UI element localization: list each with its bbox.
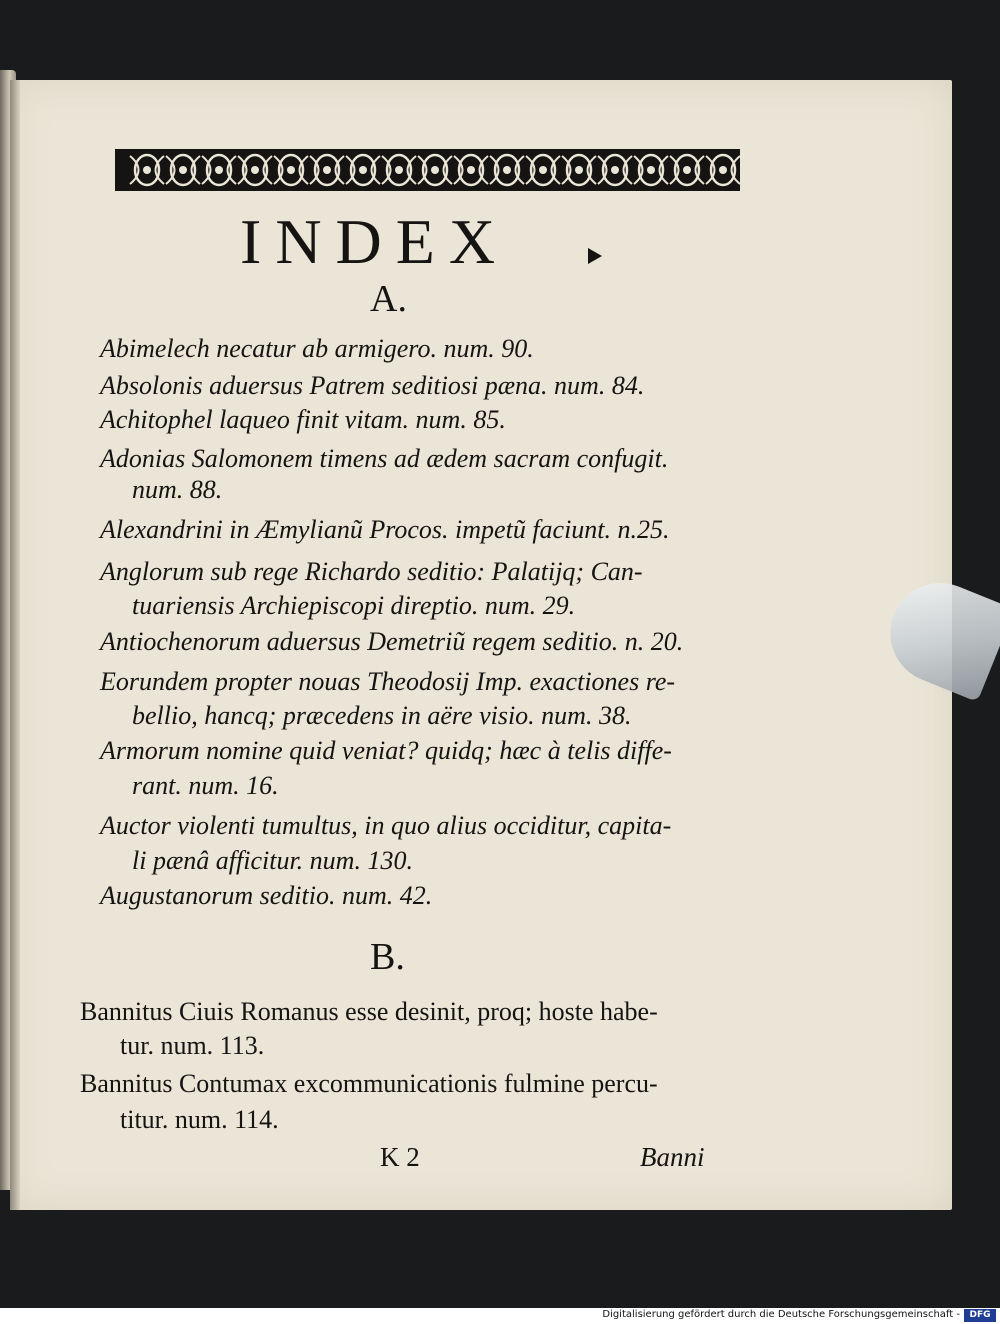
index-line: Achitophel laqueo finit vitam. num. 85. <box>100 405 506 434</box>
index-line: Alexandrini in Æmylianũ Procos. impetũ faciunt. n.25. <box>100 515 670 544</box>
page-gutter <box>10 80 20 1210</box>
index-line: bellio, hancq; præcedens in aëre visio. num. 38. <box>132 701 632 730</box>
index-line: Auctor violenti tumultus, in quo alius occiditur, capita- <box>100 811 672 840</box>
index-line: Bannitus Ciuis Romanus esse desinit, proq; hoste habe- <box>80 997 658 1026</box>
index-line: Abimelech necatur ab armigero. num. 90. <box>100 334 534 363</box>
index-line: Adonias Salomonem timens ad ædem sacram confugit. <box>100 444 669 473</box>
index-line: tuariensis Archiepiscopi direptio. num. 29. <box>132 591 576 620</box>
index-line: num. 88. <box>132 475 223 504</box>
section-letter-b: B. <box>370 936 405 978</box>
section-letter-a: A. <box>370 278 407 320</box>
index-line: Eorundem propter nouas Theodosij Imp. exactiones re- <box>100 667 676 696</box>
printer-ornament-band-icon <box>115 146 740 194</box>
signature-mark: K 2 <box>380 1142 420 1172</box>
index-line: Bannitus Contumax excommunicationis fulmine percu- <box>80 1069 658 1098</box>
funding-credit: Digitalisierung gefördert durch die Deutsche Forschungsgemeinschaft - <box>602 1309 960 1320</box>
index-title: INDEX <box>240 206 510 277</box>
index-line: titur. num. 114. <box>120 1105 279 1134</box>
index-line: Armorum nomine quid veniat? quidq; hæc à telis diffe- <box>100 736 672 765</box>
index-line: Anglorum sub rege Richardo seditio: Palatijq; Can- <box>100 557 643 586</box>
index-line: tur. num. 113. <box>120 1031 265 1060</box>
index-line: li pænâ afficitur. num. 130. <box>132 846 413 875</box>
index-line: rant. num. 16. <box>132 771 279 800</box>
index-line: Augustanorum seditio. num. 42. <box>100 881 433 910</box>
catchword: Banni <box>640 1142 705 1172</box>
index-line: Antiochenorum aduersus Demetriũ regem seditio. n. 20. <box>100 627 684 656</box>
dfg-logo: DFG <box>964 1309 996 1322</box>
arrow-mark-icon <box>588 248 602 264</box>
index-line: Absolonis aduersus Patrem seditiosi pæna. num. 84. <box>100 371 645 400</box>
